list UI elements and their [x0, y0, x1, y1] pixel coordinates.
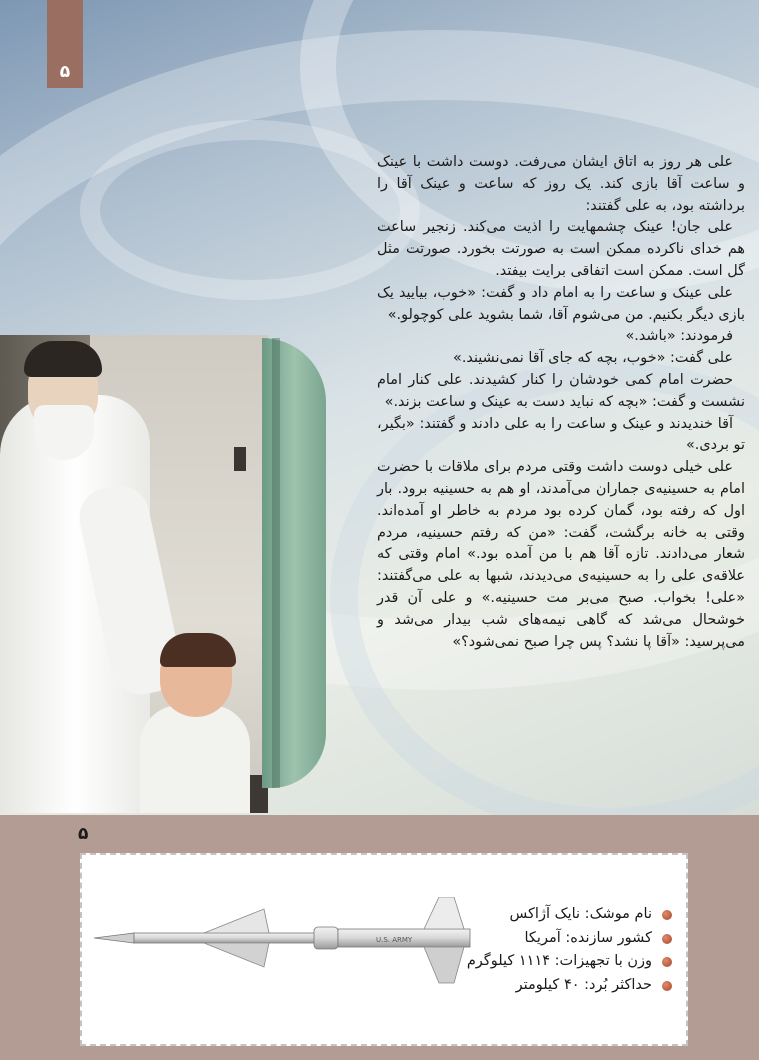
story-paragraph: علی گفت: «خوب، بچه که جای آقا نمی‌نشیند.» [453, 350, 733, 367]
bullet-icon [662, 910, 672, 920]
story-paragraph: علی جان! عینک چشمهایت را اذیت می‌کند. زنجیر ساعت هم خدای ناکرده ممکن است به صورتت بخورد. صورتت مثل گل است. ممکن است اتفاقی برایت بیفتد. [377, 219, 745, 279]
bullet-icon [662, 957, 672, 967]
spec-item [467, 950, 672, 974]
page-number: ۵ [59, 62, 71, 82]
background-swirl [80, 120, 420, 300]
story-paragraph: علی خیلی دوست داشت وقتی مردم برای ملاقات با حضرت امام به حسینیه‌ی جماران می‌آمدند، او هم به حسینیه برود. بار اول که رفته بود، گمان کرده بود مردم به خاطر او آمده‌اند. وقتی به خانه برگشت، گفت: «من که رفتم حسینیه، مردم شعار می‌دادند. تازه آقا هم با من آمده بود.» امام وقتی که علاقه‌ی علی را به حسینیه‌ی می‌دیدند، شبها به علی می‌گفتند: «علی! بخواب. صبح می‌بر مت حسینیه.» و علی آن قدر خوشحال می‌شد که گاهی نیمه‌های شب بیدار می‌شد و می‌پرسید: «آقا پا نشد؟ پس چرا صبح نمی‌شود؟» [377, 459, 745, 650]
footer-page-number: ۵ [78, 824, 89, 844]
spec-text: حداکثر بُرد: ۴۰ کیلومتر [515, 976, 652, 993]
missile-info-card [80, 853, 688, 1046]
spec-item [467, 927, 672, 951]
story-paragraph: علی عینک و ساعت را به امام داد و گفت: «خوب، بیایید یک بازی دیگر بکنیم. من می‌شوم آقا، شما بشوید علی کوچولو.» [377, 284, 745, 323]
story-paragraph: حضرت امام کمی خودشان را کنار کشیدند. علی کنار امام نشست و گفت: «بچه که نباید دست به عینک و ساعت بزند.» [377, 371, 745, 410]
photo-turban [24, 341, 102, 377]
photo-child-hair [160, 633, 236, 667]
missile-illustration [94, 897, 474, 987]
page-number-tab [47, 0, 83, 88]
spec-item [467, 974, 672, 998]
photo-light-switch [234, 447, 246, 471]
green-curtain [262, 338, 326, 788]
bullet-icon [662, 981, 672, 991]
spec-text: کشور سازنده: آمریکا [524, 929, 652, 946]
missile-marking: U.S. ARMY [376, 936, 413, 944]
story-paragraph: علی هر روز به اتاق ایشان می‌رفت. دوست داشت با عینک و ساعت آقا بازی کند. یک روز که ساعت و عینک آقا را برداشته بود، به علی گفتند: [377, 154, 745, 214]
spec-text: نام موشک: نایک آژاکس [509, 906, 652, 922]
story-paragraph: آقا خندیدند و عینک و ساعت را به علی دادند و گفتند: «بگیر، تو بردی.» [377, 415, 745, 454]
story-text [377, 152, 745, 653]
story-paragraph: فرمودند: «باشد.» [625, 328, 733, 345]
spec-text: وزن با تجهیزات: ۱۱۱۴ کیلوگرم [466, 953, 652, 969]
spec-item [467, 903, 672, 927]
photo-imam-with-child [0, 335, 268, 813]
bullet-icon [662, 934, 672, 944]
missile-spec-list [467, 903, 672, 997]
photo-child-body [140, 705, 250, 813]
